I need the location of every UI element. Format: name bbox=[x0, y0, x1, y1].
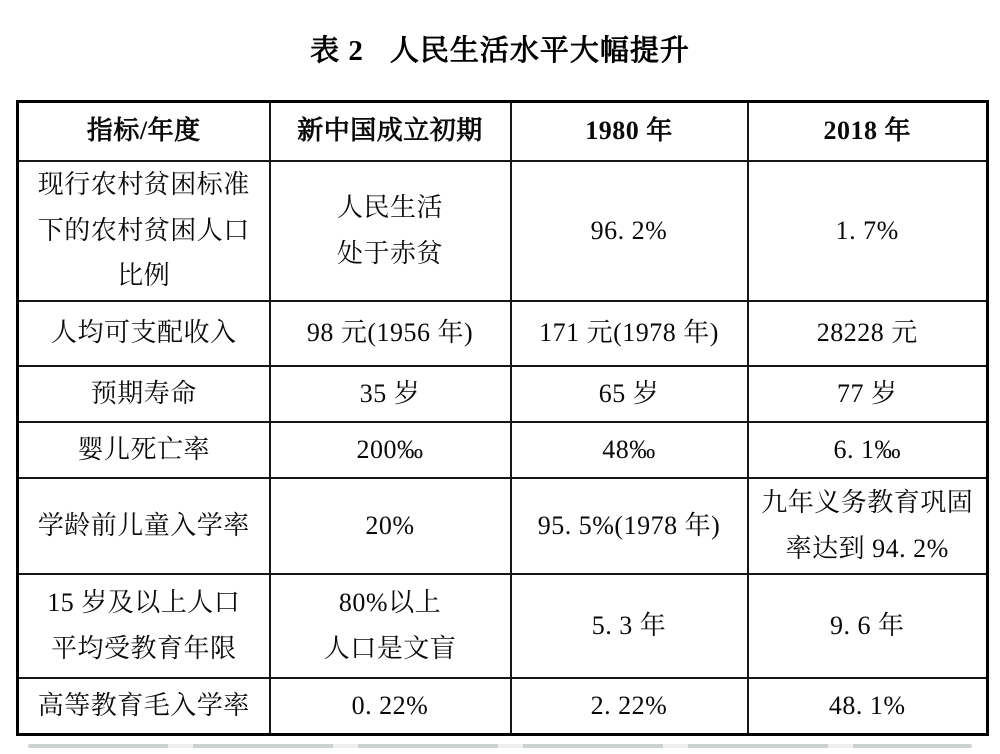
cell-1980: 2. 22% bbox=[511, 678, 748, 735]
table-title bbox=[0, 28, 1000, 69]
cell-2018: 48. 1% bbox=[748, 678, 988, 735]
header-1980: 1980 年 bbox=[511, 102, 748, 161]
cell-2018: 28228 元 bbox=[748, 301, 988, 366]
cell-indicator: 学龄前儿童入学率 bbox=[18, 478, 270, 574]
cell-2018: 1. 7% bbox=[748, 161, 988, 301]
table-row-preschool-enrollment bbox=[18, 478, 988, 574]
table-row-higher-education bbox=[18, 678, 988, 735]
cell-line: 下的农村贫困人口 bbox=[37, 215, 250, 245]
table-row-infant-mortality bbox=[18, 422, 988, 478]
cell-line: 人民生活 bbox=[336, 192, 443, 222]
cell-line: 平均受教育年限 bbox=[50, 633, 237, 663]
cell-line: 80%以上 bbox=[338, 587, 442, 617]
cell-early-prc bbox=[270, 574, 511, 678]
statistics-table bbox=[16, 100, 989, 736]
scan-artifact-line bbox=[28, 744, 972, 748]
cell-line: 率达到 94. 2% bbox=[785, 533, 949, 563]
cell-line: 现行农村贫困标准 bbox=[37, 169, 250, 199]
cell-indicator: 婴儿死亡率 bbox=[18, 422, 270, 478]
cell-indicator: 预期寿命 bbox=[18, 366, 270, 422]
cell-line: 15 岁及以上人口 bbox=[47, 587, 241, 617]
table-number-label: 表 2 bbox=[310, 35, 364, 67]
header-early-prc: 新中国成立初期 bbox=[270, 102, 511, 161]
cell-indicator: 人均可支配收入 bbox=[18, 301, 270, 366]
cell-early-prc: 0. 22% bbox=[270, 678, 511, 735]
cell-1980: 171 元(1978 年) bbox=[511, 301, 748, 366]
cell-1980: 5. 3 年 bbox=[511, 574, 748, 678]
cell-1980: 95. 5%(1978 年) bbox=[511, 478, 748, 574]
cell-2018 bbox=[748, 478, 988, 574]
table-title-text: 人民生活水平大幅提升 bbox=[389, 35, 690, 67]
cell-indicator bbox=[18, 161, 270, 301]
header-2018: 2018 年 bbox=[748, 102, 988, 161]
cell-line: 人口是文盲 bbox=[323, 633, 457, 663]
header-indicator-year: 指标/年度 bbox=[18, 102, 270, 161]
table-row-rural-poverty bbox=[18, 161, 988, 301]
cell-line: 处于赤贫 bbox=[336, 238, 443, 268]
cell-indicator: 高等教育毛入学率 bbox=[18, 678, 270, 735]
cell-early-prc: 98 元(1956 年) bbox=[270, 301, 511, 366]
cell-2018: 9. 6 年 bbox=[748, 574, 988, 678]
cell-1980: 65 岁 bbox=[511, 366, 748, 422]
table-row-life-expectancy bbox=[18, 366, 988, 422]
table-row-avg-education-years bbox=[18, 574, 988, 678]
cell-2018: 6. 1‰ bbox=[748, 422, 988, 478]
cell-early-prc: 200‰ bbox=[270, 422, 511, 478]
cell-2018: 77 岁 bbox=[748, 366, 988, 422]
table-row-disposable-income bbox=[18, 301, 988, 366]
cell-early-prc: 35 岁 bbox=[270, 366, 511, 422]
cell-line: 比例 bbox=[117, 261, 171, 291]
cell-line: 九年义务教育巩固 bbox=[761, 487, 974, 517]
cell-early-prc: 20% bbox=[270, 478, 511, 574]
cell-indicator bbox=[18, 574, 270, 678]
cell-1980: 48‰ bbox=[511, 422, 748, 478]
header-row bbox=[18, 102, 988, 161]
cell-1980: 96. 2% bbox=[511, 161, 748, 301]
cell-early-prc bbox=[270, 161, 511, 301]
